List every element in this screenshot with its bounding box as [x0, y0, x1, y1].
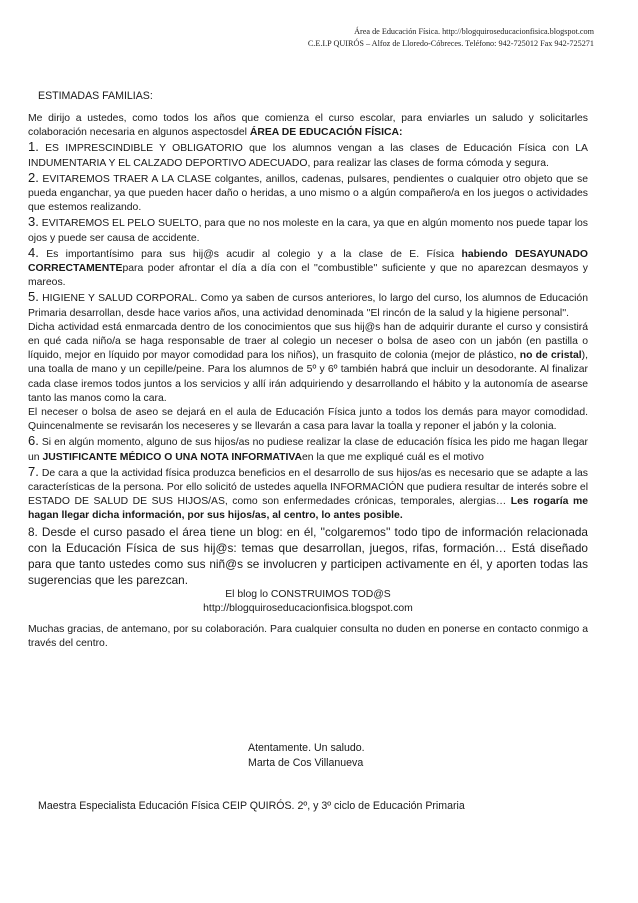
item-number: 1. [28, 139, 39, 155]
blog-line-1: El blog lo CONSTRUIMOS TOD@S [225, 588, 391, 600]
item-3 [28, 215, 588, 245]
intro-bold: ÁREA DE EDUCACIÓN FÍSICA: [249, 127, 403, 139]
item-text: Es importantísimo para sus hij@s acudir al colegio y a la clase de E. Física [38, 248, 462, 260]
footer-text: Maestra Especialista Educación Física CEIP QUIRÓS. 2º, y 3º ciclo de Educación Primaria [38, 800, 465, 812]
greeting: ESTIMADAS FAMILIAS: [38, 90, 153, 102]
signature-greeting: Atentamente. Un saludo. [248, 742, 365, 754]
item-text: Si en algún momento, alguno de sus hijos/as no pudiese realizar la clase de educación física les pido me hagan llegar un [28, 437, 588, 463]
item-number: 5. [28, 289, 39, 305]
item-text: EVITAREMOS EL PELO SUELTO, para que no nos moleste en la cara, ya que en algún momento nos puede tapar los ojos y puede ser causa de accidente. [28, 218, 588, 244]
item-bold-text: JUSTIFICANTE MÉDICO O UNA NOTA INFORMATIVA [42, 451, 303, 463]
item-5-paragraph-3: El neceser o bolsa de aseo se dejará en el aula de Educación Física junto a todos los demás para mayor comodidad. Quincenalmente se revisarán los neceseres y se llevarán a casa para lavar la toalla y reponer el jabón y la colonia. [28, 407, 588, 433]
item-text: HIGIENE Y SALUD CORPORAL. Como ya saben de cursos anteriores, lo largo del curso, los alumnos de Educación Primaria desarrollan, desde hace varios años, una actividad denominada ''El rincón de la salud y la higiene personal''. [28, 293, 588, 319]
letter-body [28, 112, 588, 652]
item-text: en la que me expliqué cuál es el motivo [302, 451, 484, 463]
item-8: 8. Desde el curso pasado el área tiene un blog: en él, ''colgaremos'' todo tipo de información relacionada con la Educación Física de sus hij@s: temas que desarrollan, juegos, rifas, formación… Está diseñado para que tanto ustedes como sus niñ@s se involucren y participen activamente en él, y aporten todas las sugerencias que les parezcan. [28, 524, 588, 587]
item-text: De cara a que la actividad física produzca beneficios en el desarrollo de sus hijos/as es necesario que se adapte a las características de la persona. Por ello solicitó de ustedes aquella INFORMACIÓN que pudiera resultar de interés sobre el ESTADO DE SALUD DE SUS HIJOS/AS, como son enfermedades crónicas, temporales, alergias… [28, 467, 588, 508]
closing-paragraph: Muchas gracias, de antemano, por su colaboración. Para cualquier consulta no duden en ponerse en contacto conmigo a través del centro. [28, 624, 588, 650]
item-4 [28, 246, 588, 291]
item-5 [28, 290, 588, 320]
item-bold-text: habiendo DESAYUNADO CORRECTAMENTE [28, 248, 589, 275]
intro-paragraph [28, 112, 588, 140]
blog-url: http://blogquiroseducacionfisica.blogspot.com [203, 602, 413, 614]
item-number: 6. [28, 433, 39, 449]
item-text: Dicha actividad está enmarcada dentro de los conocimientos que sus hij@s han de adquirir durante el curso y consistirá en qué cada niño/a se haga responsable de traer al colegio un neceser o bolsa de aseo con un jabón (en pastilla o líquido, mejor en líquido por mayor comodidad para los niños), un frasquito de colonia (mejor de plástico, [28, 321, 588, 362]
item-number: 2. [28, 169, 39, 185]
signature-name: Marta de Cos Villanueva [248, 757, 364, 769]
item-text: EVITAREMOS TRAER A LA CLASE colgantes, anillos, cadenas, pulsares, pendientes o cualquier otro objeto que se pueda enganchar, ya que pueden hacer daño o heridas, a uno mismo o a algún compañero/a en los juegos o actividades que estemos realizando. [28, 173, 588, 214]
item-text: ), una toalla de mano y un cepille/peine. Para los alumnos de 5º y 6º también habrá que incluir un desodorante. Al finalizar cada clase iremos todos juntos a los servicios y allí irán adquiriendo y desarrollando el hábito y la autonomía de asearse tanto las manos como la cara. [28, 350, 588, 404]
intro-text: Me dirijo a ustedes, como todos los años que comienza el curso escolar, para enviarles un saludo y solicitarles colaboración necesaria en algunos aspectosdel [28, 113, 588, 139]
item-7 [28, 465, 588, 524]
item-number: 4. [28, 244, 39, 260]
item-2 [28, 171, 588, 216]
item-number: 7. [28, 463, 39, 479]
letterhead-line-1: Área de Educación Física. http://blogquiroseducacionfisica.blogspot.com [354, 27, 594, 36]
item-1 [28, 140, 588, 170]
item-text: para poder afrontar el día a día con el ''combustible'' suficiente y que no aparezcan desmayos y mareos. [28, 263, 588, 289]
signature [248, 741, 365, 771]
item-text: ES IMPRESCINDIBLE Y OBLIGATORIO que los alumnos vengan a las clases de Educación Física con LA INDUMENTARIA Y EL CALZADO DEPORTIVO ADECUADO, para realizar las clases de forma cómoda y segura. [28, 143, 588, 169]
item-bold-text: Les rogaría me hagan llegar dicha información, por sus hijos/as, al centro, lo antes posible. [28, 496, 588, 522]
letterhead [308, 26, 594, 50]
item-bold-text: no de cristal [519, 350, 582, 362]
item-number: 3. [28, 214, 39, 230]
letterhead-line-2: C.E.I.P QUIRÓS – Alfoz de Lloredo-Cóbreces. Teléfono: 942-725012 Fax 942-725271 [307, 39, 594, 48]
item-5-paragraph-2 [28, 321, 588, 406]
item-6 [28, 434, 588, 464]
